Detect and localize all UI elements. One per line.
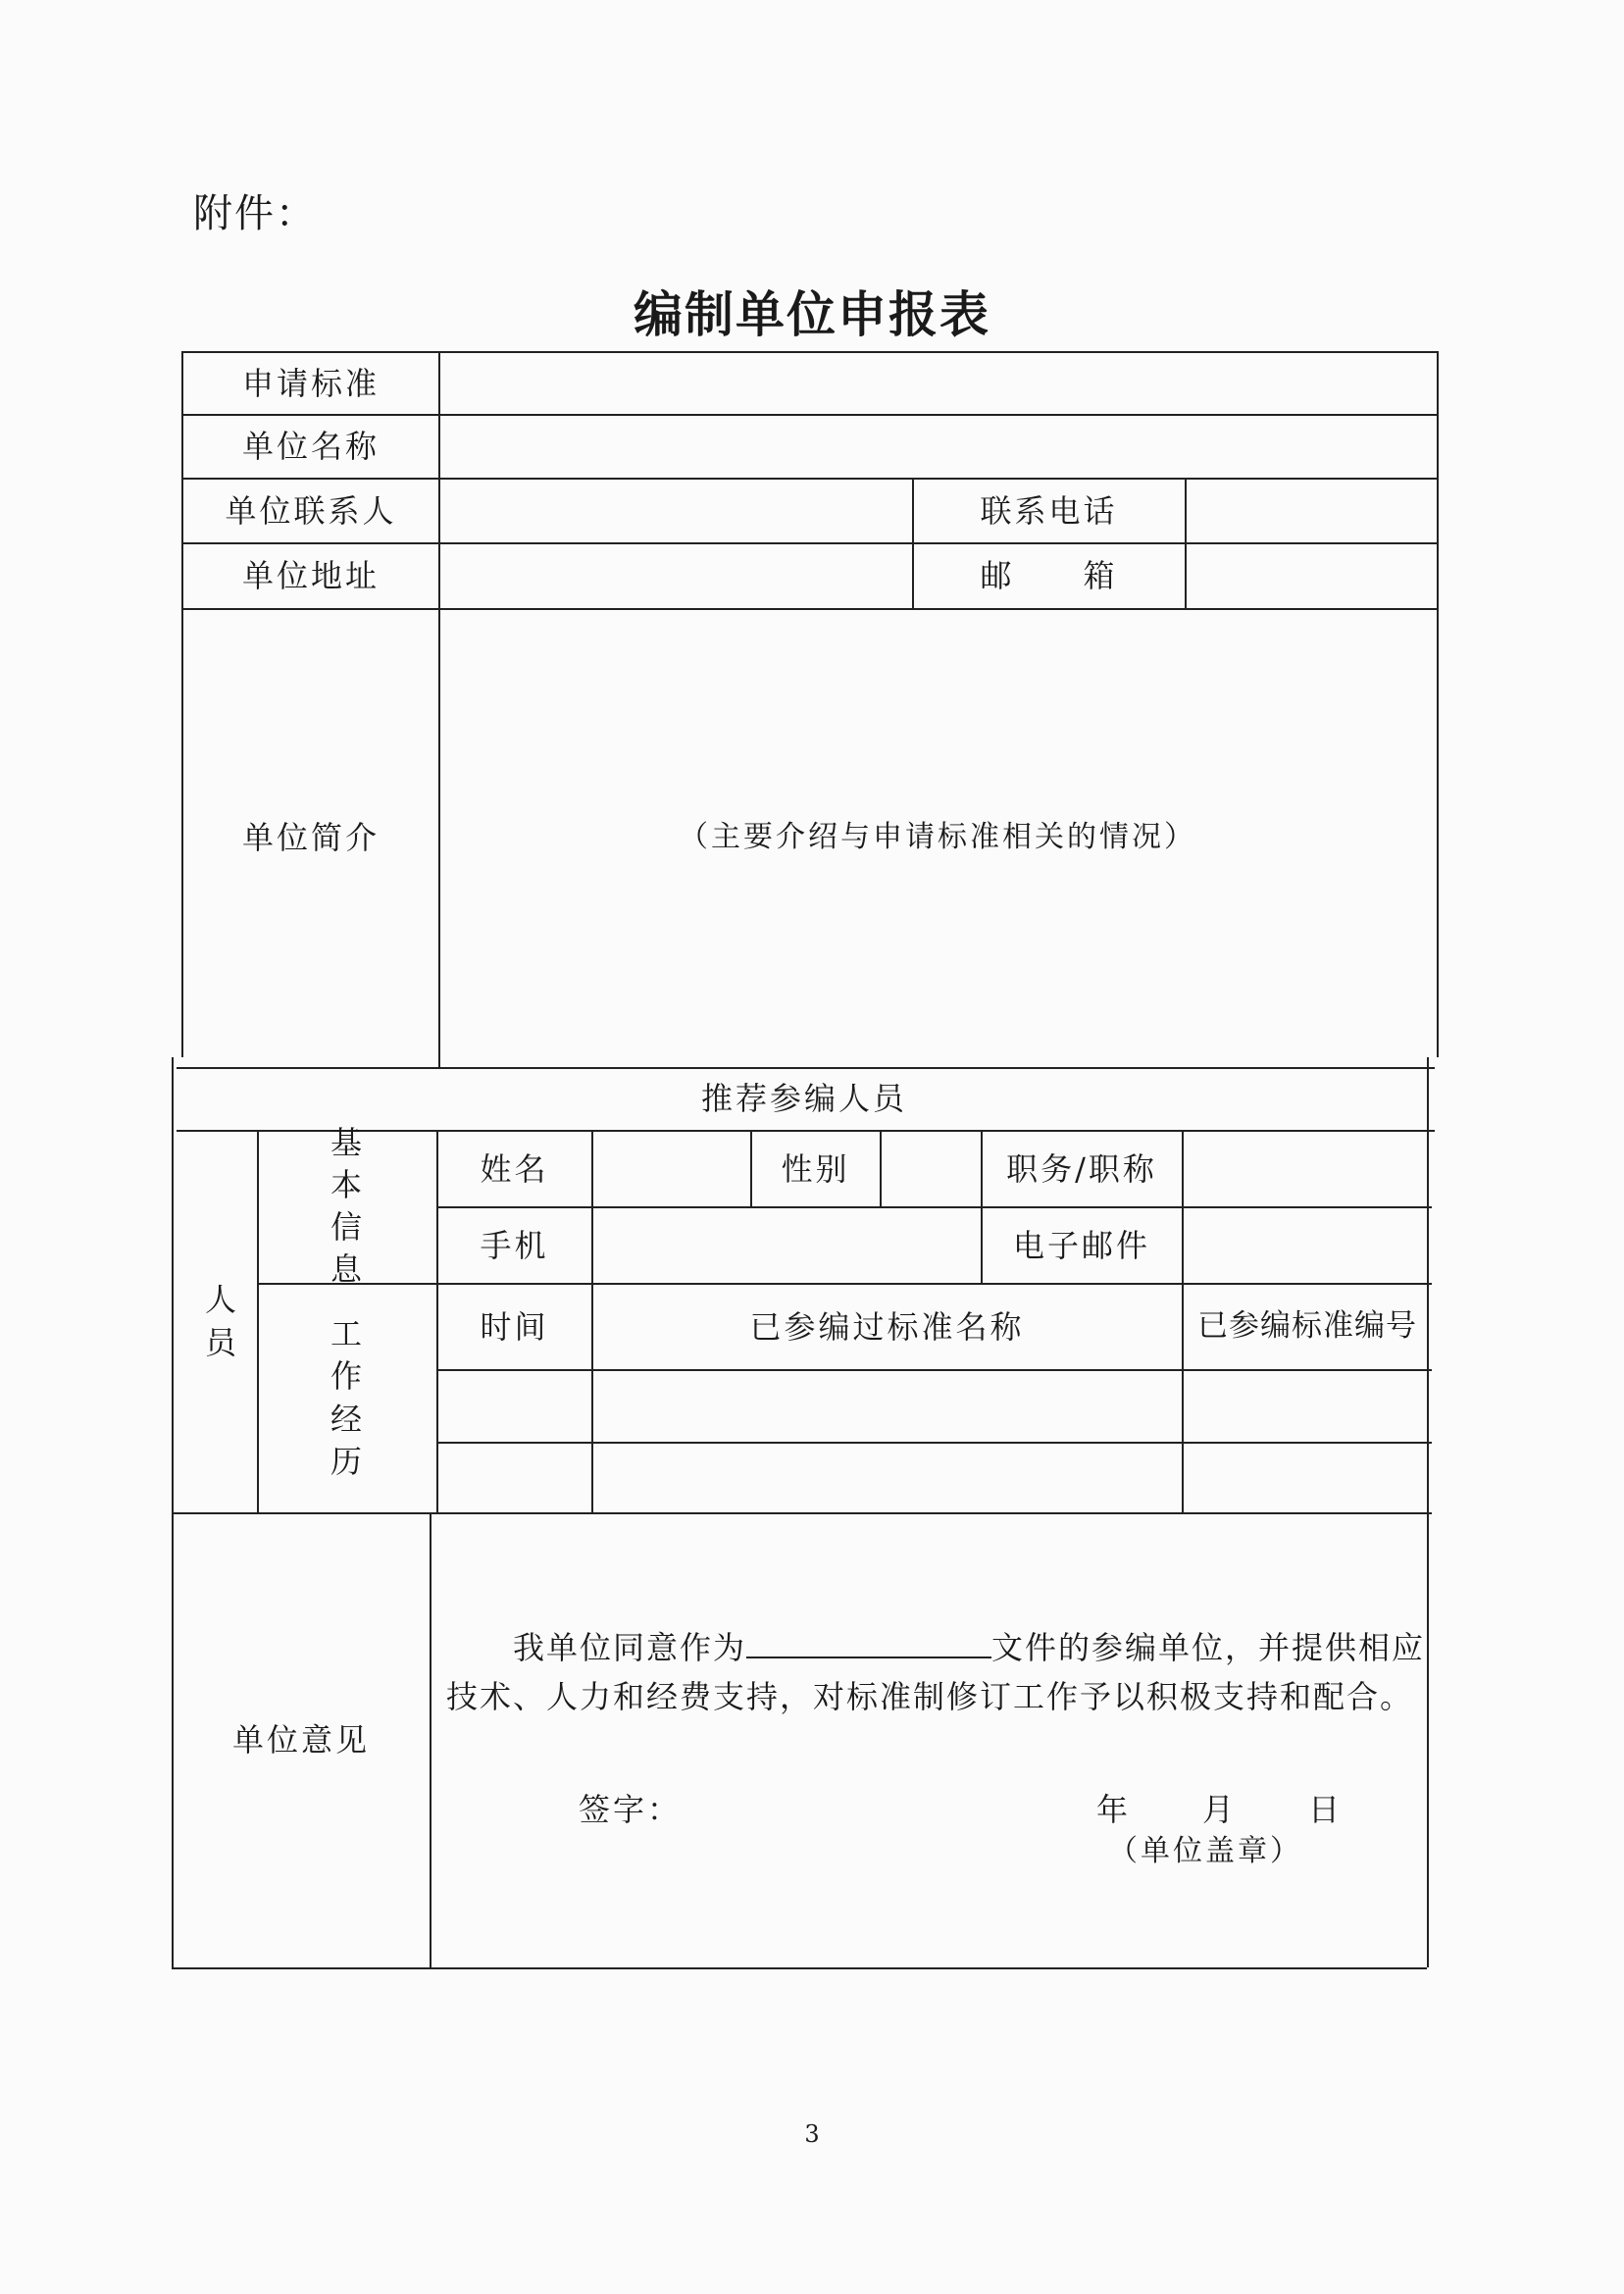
apply-standard-label: 申请标准 bbox=[241, 365, 380, 402]
name-field[interactable] bbox=[594, 1133, 748, 1204]
mobile-field[interactable] bbox=[594, 1209, 979, 1281]
unit-opinion-label: 单位意见 bbox=[231, 1721, 370, 1759]
contact-phone-field[interactable] bbox=[1188, 482, 1435, 540]
personnel-email-label: 电子邮件 bbox=[1012, 1226, 1150, 1264]
gender-label: 性别 bbox=[781, 1149, 850, 1188]
history-row-1-no[interactable] bbox=[1185, 1372, 1430, 1440]
mobile-label: 手机 bbox=[480, 1226, 549, 1264]
work-history-label: 工作经历 bbox=[330, 1315, 364, 1480]
time-label: 时间 bbox=[480, 1307, 549, 1346]
unit-name-label: 单位名称 bbox=[241, 428, 380, 465]
history-row-1-name[interactable] bbox=[594, 1372, 1180, 1440]
basic-info-label: 基本信息 bbox=[330, 1123, 364, 1289]
signature-label: 签字： bbox=[579, 1791, 683, 1828]
standards-name-label: 已参编过标准名称 bbox=[749, 1307, 1025, 1346]
position-label: 职务/职称 bbox=[1006, 1149, 1157, 1188]
gender-field[interactable] bbox=[883, 1133, 979, 1204]
history-row-2-no[interactable] bbox=[1185, 1445, 1430, 1510]
personnel-section-title: 推荐参编人员 bbox=[700, 1080, 907, 1117]
unit-intro-field[interactable]: （主要介绍与申请标准相关的情况） bbox=[679, 820, 1196, 855]
unit-address-label: 单位地址 bbox=[241, 557, 380, 594]
unit-contact-field[interactable] bbox=[441, 482, 910, 540]
position-field[interactable] bbox=[1185, 1133, 1430, 1204]
standards-no-label: 已参编标准编号 bbox=[1197, 1308, 1417, 1345]
opinion-text-before: 我单位同意作为 bbox=[513, 1629, 747, 1666]
email-label: 邮 箱 bbox=[980, 557, 1118, 594]
email-field[interactable] bbox=[1188, 546, 1435, 605]
unit-intro-label: 单位简介 bbox=[241, 819, 380, 856]
unit-name-field[interactable] bbox=[441, 418, 1434, 475]
history-row-2-time[interactable] bbox=[439, 1445, 589, 1510]
document-title: 编制单位申报表 bbox=[634, 286, 990, 343]
signature-field[interactable] bbox=[686, 1785, 981, 1829]
unit-address-field[interactable] bbox=[441, 546, 910, 605]
personnel-side-label: 人员 bbox=[204, 1281, 236, 1361]
standard-name-blank[interactable] bbox=[746, 1627, 991, 1658]
name-label: 姓名 bbox=[480, 1149, 549, 1188]
history-row-2-name[interactable] bbox=[594, 1445, 1180, 1510]
history-row-1-time[interactable] bbox=[439, 1372, 589, 1440]
unit-contact-label: 单位联系人 bbox=[225, 492, 397, 530]
date-label: 年 月 日 bbox=[1096, 1791, 1345, 1828]
opinion-statement bbox=[446, 1623, 1427, 1721]
opinion-text-after: 文件的参编单位，并提供相应技术、人力和经费支持，对标准制修订工作予以积极支持和配合。 bbox=[446, 1629, 1426, 1715]
seal-label: （单位盖章） bbox=[1108, 1834, 1302, 1868]
personnel-email-field[interactable] bbox=[1185, 1209, 1430, 1281]
attachment-label: 附件： bbox=[193, 191, 317, 236]
contact-phone-label: 联系电话 bbox=[980, 492, 1118, 530]
page-number: 3 bbox=[804, 2120, 820, 2148]
apply-standard-field[interactable] bbox=[441, 355, 1434, 412]
